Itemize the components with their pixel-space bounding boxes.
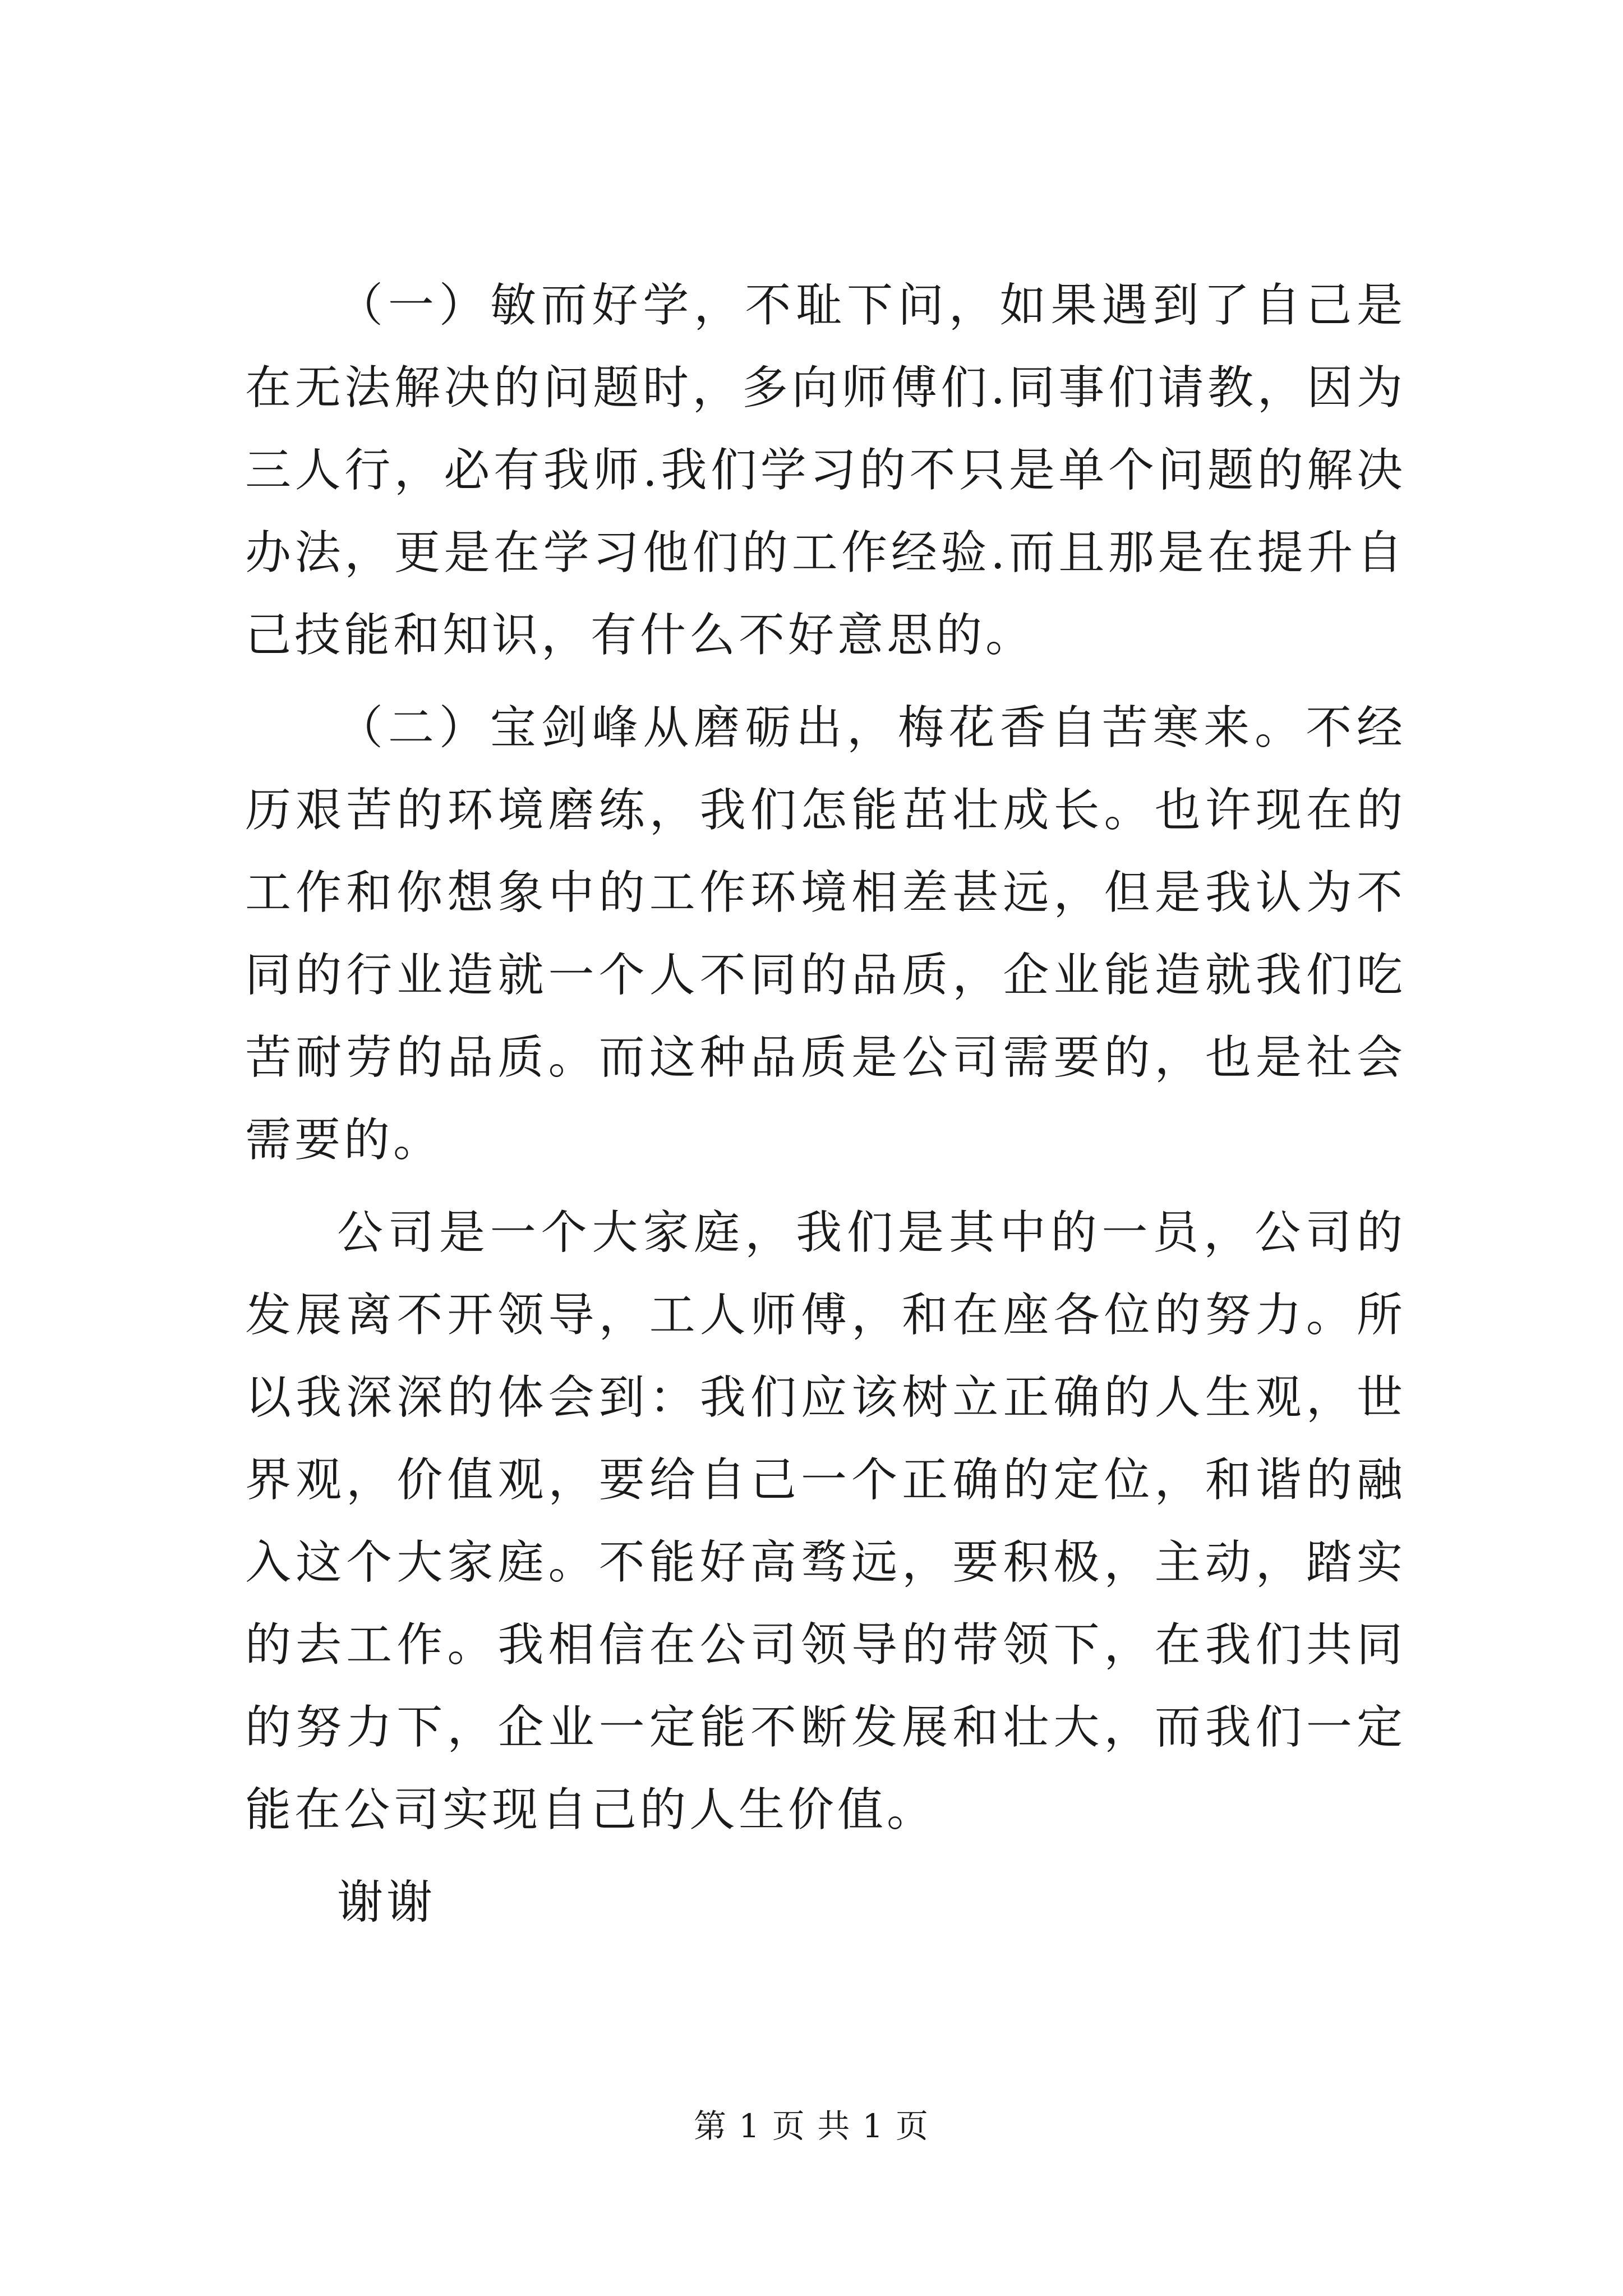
paragraph-3: 公司是一个大家庭，我们是其中的一员，公司的发展离不开领导，工人师傅，和在座各位的努力。所以我深深的体会到：我们应该树立正确的人生观，世界观，价值观，要给自己一个正确的定位，和谐的融入这个大家庭。不能好高骛远，要积极，主动，踏实的去工作。我相信在公司领导的带领下，在我们共同的努力下，企业一定能不断发展和壮大，而我们一定能在公司实现自己的人生价值。 bbox=[245, 1206, 1406, 1837]
document-body bbox=[245, 264, 1406, 1944]
page-footer: 第 1 页 共 1 页 bbox=[694, 2107, 929, 2145]
paragraph-2: （二）宝剑峰从磨砺出，梅花香自苦寒来。不经历艰苦的环境磨练，我们怎能茁壮成长。也许现在的工作和你想象中的工作环境相差甚远，但是我认为不同的行业造就一个人不同的品质，企业能造就我们吃苦耐劳的品质。而这种品质是公司需要的，也是社会需要的。 bbox=[245, 701, 1406, 1167]
paragraph-1: （一）敏而好学，不耻下问，如果遇到了自己是在无法解决的问题时，多向师傅们.同事们请教，因为三人行，必有我师.我们学习的不只是单个问题的解决办法，更是在学习他们的工作经验.而且那是在提升自己技能和知识，有什么不好意思的。 bbox=[245, 279, 1406, 662]
closing-text: 谢谢 bbox=[337, 1876, 436, 1929]
